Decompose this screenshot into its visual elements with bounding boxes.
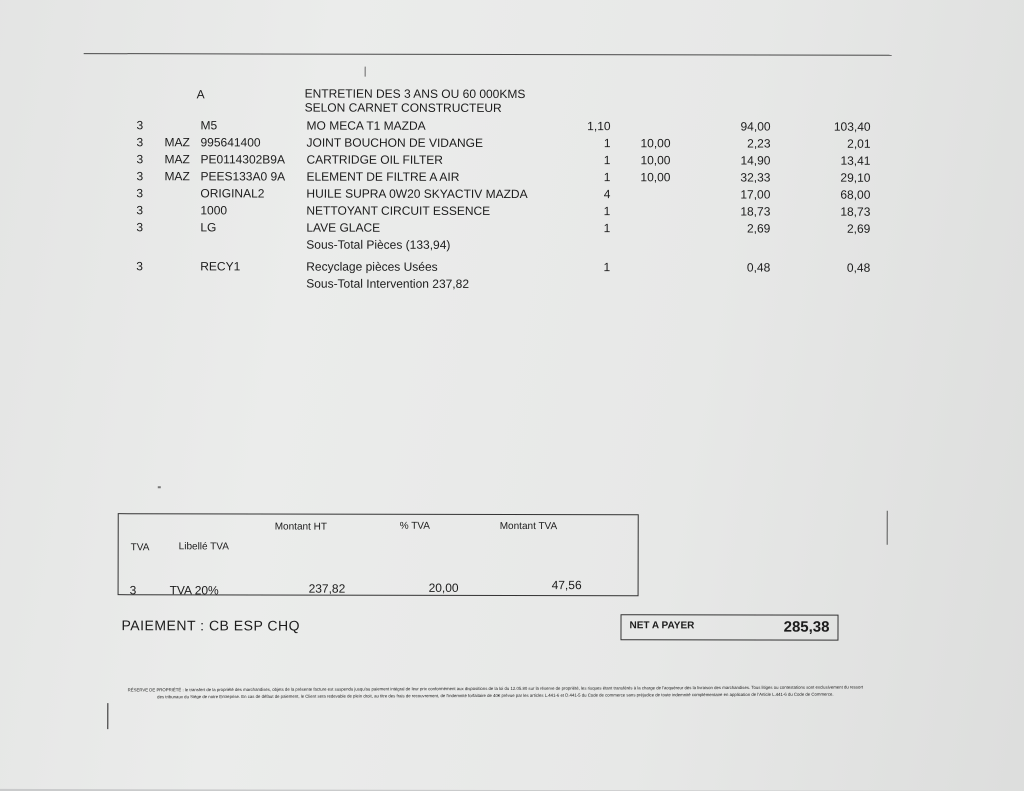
recycling-total: 0,48 [846,260,871,275]
recycling-designation: Recyclage pièces Usées [306,259,438,274]
line-total: 68,00 [840,187,871,202]
header-tick-mark [365,67,366,77]
line-ref: PEES133A0 9A [200,169,286,184]
line-qty: 1 [603,204,611,219]
line-unit-price: 2,23 [747,136,771,151]
tva-header-montant-ht: Montant HT [274,521,327,533]
line-type: 3 [136,220,144,235]
line-type: 3 [136,186,144,201]
line-type: 3 [136,169,144,184]
line-unit-price: 14,90 [740,153,771,168]
line-designation: CARTRIDGE OIL FILTER [306,152,443,167]
payment-methods: PAIEMENT : CB ESP CHQ [121,617,301,634]
line-total: 13,41 [840,153,871,168]
line-unit-price: 2,69 [746,221,771,236]
tva-row-libelle: TVA 20% [169,583,219,598]
line-ref: M5 [200,118,218,133]
recycling-unit-price: 0,48 [746,260,771,275]
tva-summary-box [118,513,639,596]
line-brand: MAZ [164,169,190,184]
recycling-qty: 1 [603,260,611,275]
line-ref: PE0114302B9A [200,152,286,167]
line-designation: NETTOYANT CIRCUIT ESSENCE [306,203,491,218]
subtotal-parts: Sous-Total Pièces (133,94) [306,237,451,252]
line-qty: 4 [603,187,611,202]
line-total: 29,10 [840,170,871,185]
tva-row-montant-tva: 47,56 [551,578,582,593]
line-type: 3 [136,118,144,133]
header-code: A [196,87,205,102]
line-brand: MAZ [164,135,190,150]
line-total: 2,01 [847,136,871,151]
tva-header-tva: TVA [130,542,150,554]
line-designation: ELEMENT DE FILTRE A AIR [306,169,460,184]
line-qty: 1 [603,221,611,236]
net-a-payer-label: NET A PAYER [629,620,695,632]
line-total: 18,73 [840,204,871,219]
margin-mark-right [887,511,888,545]
tva-row-pct: 20,00 [428,580,459,595]
line-type: 3 [136,135,144,150]
tva-header-montant-tva: Montant TVA [499,520,558,533]
legal-notice: RÉSERVE DE PROPRIÉTÉ : le transfert de la propriété des marchandises, objets de la présente facture est suspendu jusqu'au paiement intégral de leur prix conformément aux dispositions de la loi du 12.05.80 sur la réserve de propriété, les risques étant transférés à la charge de l'acquéreur dès la livraison des marchandises. Tous litiges ou contestations sont exclusivement du ressort des tribunaux du Siège de notre Entreprise. En cas de défaut de paiement, le Client sera redevable de plein droit, au titre des frais de recouvrement, de l'indemnité forfaitaire de 40€ prévue par les articles L.441-6 et D.441-5 du Code de commerce sans préjudice de toute indemnité complémentaire en application de l'Article L.441-6 du Code de Commerce. [127,684,864,699]
line-total: 2,69 [846,221,871,236]
header-title-line1: ENTRETIEN DES 3 ANS OU 60 000KMS [304,86,526,102]
margin-mark-left [107,703,108,729]
line-designation: HUILE SUPRA 0W20 SKYACTIV MAZDA [306,186,528,202]
net-a-payer-box [620,614,838,640]
tva-row-montant-ht: 237,82 [308,581,346,596]
header-title-line2: SELON CARNET CONSTRUCTEUR [304,100,502,115]
line-ref: LG [200,220,217,235]
line-ref: ORIGINAL2 [200,186,265,201]
line-discount: 10,00 [640,170,671,185]
line-unit-price: 32,33 [740,170,771,185]
line-ref: 995641400 [200,135,261,150]
tva-header-pct: % TVA [399,520,430,532]
tva-header-libelle: Libellé TVA [178,541,229,553]
line-designation: JOINT BOUCHON DE VIDANGE [306,135,484,150]
line-qty: 1 [603,136,611,151]
line-qty: 1 [603,153,611,168]
tva-row-code: 3 [129,583,137,598]
line-total: 103,40 [833,119,871,134]
net-a-payer-value: 285,38 [783,618,830,636]
line-unit-price: 18,73 [740,204,771,219]
line-ref: 1000 [200,203,228,218]
line-qty: 1 [603,170,611,185]
line-qty: 1,10 [587,119,611,134]
subtotal-intervention: Sous-Total Intervention 237,82 [306,276,470,291]
line-unit-price: 17,00 [740,187,771,202]
recycling-ref: RECY1 [200,259,241,274]
line-discount: 10,00 [640,153,671,168]
line-type: 3 [136,203,144,218]
line-type: 3 [136,152,144,167]
line-unit-price: 94,00 [740,119,771,134]
line-discount: 10,00 [640,136,671,151]
line-brand: MAZ [164,152,190,167]
top-rule [84,53,892,56]
line-designation: LAVE GLACE [306,220,381,235]
line-designation: MO MECA T1 MAZDA [306,118,426,133]
recycling-type: 3 [136,259,143,274]
stray-mark [158,486,161,488]
